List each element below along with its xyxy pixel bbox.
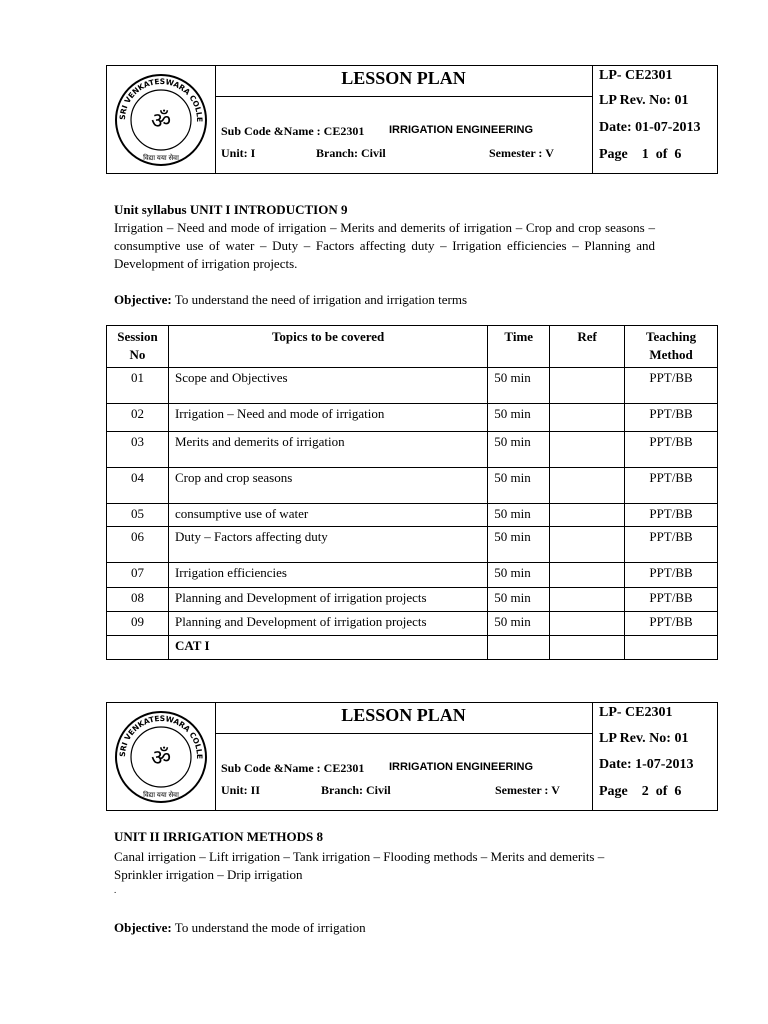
- cell-method: PPT/BB: [625, 612, 718, 636]
- college-logo-1: [107, 66, 216, 173]
- cell-method: PPT/BB: [625, 404, 718, 432]
- unit1-objective: [114, 291, 655, 309]
- cell-topic: Duty – Factors affecting duty: [168, 527, 487, 563]
- table-header-row: [107, 326, 718, 368]
- header-title: LESSON PLAN: [341, 705, 466, 725]
- logo-motto: विद्या यया सेवा: [143, 791, 179, 799]
- cell-method: PPT/BB: [625, 527, 718, 563]
- om-icon: ॐ: [150, 108, 172, 133]
- cell-method: PPT/BB: [625, 468, 718, 504]
- cell-time: 50 min: [488, 368, 550, 404]
- subject-name: IRRIGATION ENGINEERING: [389, 124, 534, 136]
- cell-time: 50 min: [488, 563, 550, 588]
- cell-ref: [550, 563, 625, 588]
- header-middle-2: [215, 703, 593, 810]
- cell-ref: [550, 368, 625, 404]
- cell-time: 50 min: [488, 612, 550, 636]
- unit1-heading: Unit syllabus UNIT I INTRODUCTION 9: [114, 202, 348, 217]
- table-row: [107, 432, 718, 468]
- cell-topic: Planning and Development of irrigation projects: [168, 588, 487, 612]
- logo-ring-text: SRI VENKATESWARA COLLE: [117, 713, 205, 760]
- cell-topic: Planning and Development of irrigation projects: [168, 612, 487, 636]
- college-logo-2: [107, 703, 216, 810]
- table-body: [107, 368, 718, 660]
- unit2-objective: [114, 919, 655, 937]
- lp-revision: LP Rev. No: 01: [599, 731, 689, 746]
- cell-session-no: [107, 636, 169, 660]
- semester-label: Semester : V: [489, 146, 554, 160]
- table-row: [107, 468, 718, 504]
- table-row: [107, 588, 718, 612]
- lp-code: LP- CE2301: [599, 68, 673, 83]
- stray-dot: .: [114, 885, 117, 895]
- cell-time: 50 min: [488, 588, 550, 612]
- col-teaching-method: Teaching Method: [625, 326, 718, 368]
- table-row: [107, 612, 718, 636]
- cell-ref: [550, 636, 625, 660]
- cell-ref: [550, 612, 625, 636]
- cell-topic: Crop and crop seasons: [168, 468, 487, 504]
- sub-code-label: Sub Code &Name : CE2301: [221, 124, 365, 138]
- col-ref: Ref: [550, 326, 625, 368]
- lp-date: Date: 01-07-2013: [599, 120, 701, 135]
- cell-session-no: 05: [107, 504, 169, 527]
- cell-topic: Scope and Objectives: [168, 368, 487, 404]
- cell-method: PPT/BB: [625, 368, 718, 404]
- header-right-2: [592, 703, 717, 810]
- cell-time: 50 min: [488, 468, 550, 504]
- col-time: Time: [488, 326, 550, 368]
- col-topics: Topics to be covered: [168, 326, 487, 368]
- cell-session-no: 03: [107, 432, 169, 468]
- college-seal-icon: [107, 703, 215, 811]
- cell-session-no: 01: [107, 368, 169, 404]
- session-table: [106, 325, 718, 660]
- cell-method: PPT/BB: [625, 504, 718, 527]
- cell-topic: Merits and demerits of irrigation: [168, 432, 487, 468]
- om-icon: ॐ: [150, 745, 172, 770]
- cell-time: 50 min: [488, 504, 550, 527]
- logo-ring-text: SRI VENKATESWARA COLLE: [117, 76, 205, 123]
- cell-ref: [550, 468, 625, 504]
- cell-topic: Irrigation efficiencies: [168, 563, 487, 588]
- cell-time: 50 min: [488, 527, 550, 563]
- branch-label: Branch: Civil: [316, 146, 386, 160]
- cell-topic: consumptive use of water: [168, 504, 487, 527]
- cell-ref: [550, 404, 625, 432]
- cell-method: PPT/BB: [625, 588, 718, 612]
- cell-method: [625, 636, 718, 660]
- header-box-2: [106, 702, 718, 811]
- cell-session-no: 09: [107, 612, 169, 636]
- cell-ref: [550, 588, 625, 612]
- cell-ref: [550, 527, 625, 563]
- cell-topic: Irrigation – Need and mode of irrigation: [168, 404, 487, 432]
- cell-method: PPT/BB: [625, 563, 718, 588]
- logo-motto: विद्या यया सेवा: [143, 154, 179, 162]
- objective-text: To understand the need of irrigation and irrigation terms: [171, 292, 468, 307]
- table-row: [107, 527, 718, 563]
- cell-time: [488, 636, 550, 660]
- table-row: [107, 368, 718, 404]
- cell-method: PPT/BB: [625, 432, 718, 468]
- cell-session-no: 07: [107, 563, 169, 588]
- cell-session-no: 02: [107, 404, 169, 432]
- objective-label: Objective:: [114, 292, 172, 307]
- table-row: [107, 504, 718, 527]
- header-title: LESSON PLAN: [341, 68, 466, 88]
- lp-revision: LP Rev. No: 01: [599, 93, 689, 108]
- objective-label: Objective:: [114, 920, 172, 935]
- objective-text: To understand the mode of irrigation: [171, 920, 366, 935]
- college-seal-icon: [107, 66, 215, 174]
- cell-time: 50 min: [488, 432, 550, 468]
- cell-ref: [550, 504, 625, 527]
- page-number: Page 1 of 6: [599, 147, 682, 162]
- subject-name: IRRIGATION ENGINEERING: [389, 761, 534, 773]
- branch-label: Branch: Civil: [321, 783, 391, 797]
- sub-code-label: Sub Code &Name : CE2301: [221, 761, 365, 775]
- header-right-1: [592, 66, 717, 173]
- header-box-1: [106, 65, 718, 174]
- cell-time: 50 min: [488, 404, 550, 432]
- cell-session-no: 06: [107, 527, 169, 563]
- table-row: [107, 404, 718, 432]
- cell-ref: [550, 432, 625, 468]
- unit-label: Unit: II: [221, 783, 261, 797]
- lp-code: LP- CE2301: [599, 705, 673, 720]
- unit2-heading: UNIT II IRRIGATION METHODS 8: [114, 829, 324, 844]
- lp-date: Date: 1-07-2013: [599, 757, 694, 772]
- semester-label: Semester : V: [495, 783, 560, 797]
- cell-session-no: 04: [107, 468, 169, 504]
- table-row: [107, 563, 718, 588]
- header-middle-1: [215, 66, 593, 173]
- unit1-syllabus: Irrigation – Need and mode of irrigation – Merits and demerits of irrigation – Crop and crop seasons – consumptive use of water – Duty – Factors affecting duty – Irrigation efficiencies – Planning and Development of irrigation projects.: [114, 220, 655, 271]
- unit2-syllabus: Canal irrigation – Lift irrigation – Tank irrigation – Flooding methods – Merits and demerits – Sprinkler irrigation – Drip irrigation: [114, 849, 605, 882]
- cell-topic: CAT I: [168, 636, 487, 660]
- page-number: Page 2 of 6: [599, 784, 682, 799]
- unit-label: Unit: I: [221, 146, 256, 160]
- cell-session-no: 08: [107, 588, 169, 612]
- table-row: [107, 636, 718, 660]
- col-session-no: Session No: [107, 326, 169, 368]
